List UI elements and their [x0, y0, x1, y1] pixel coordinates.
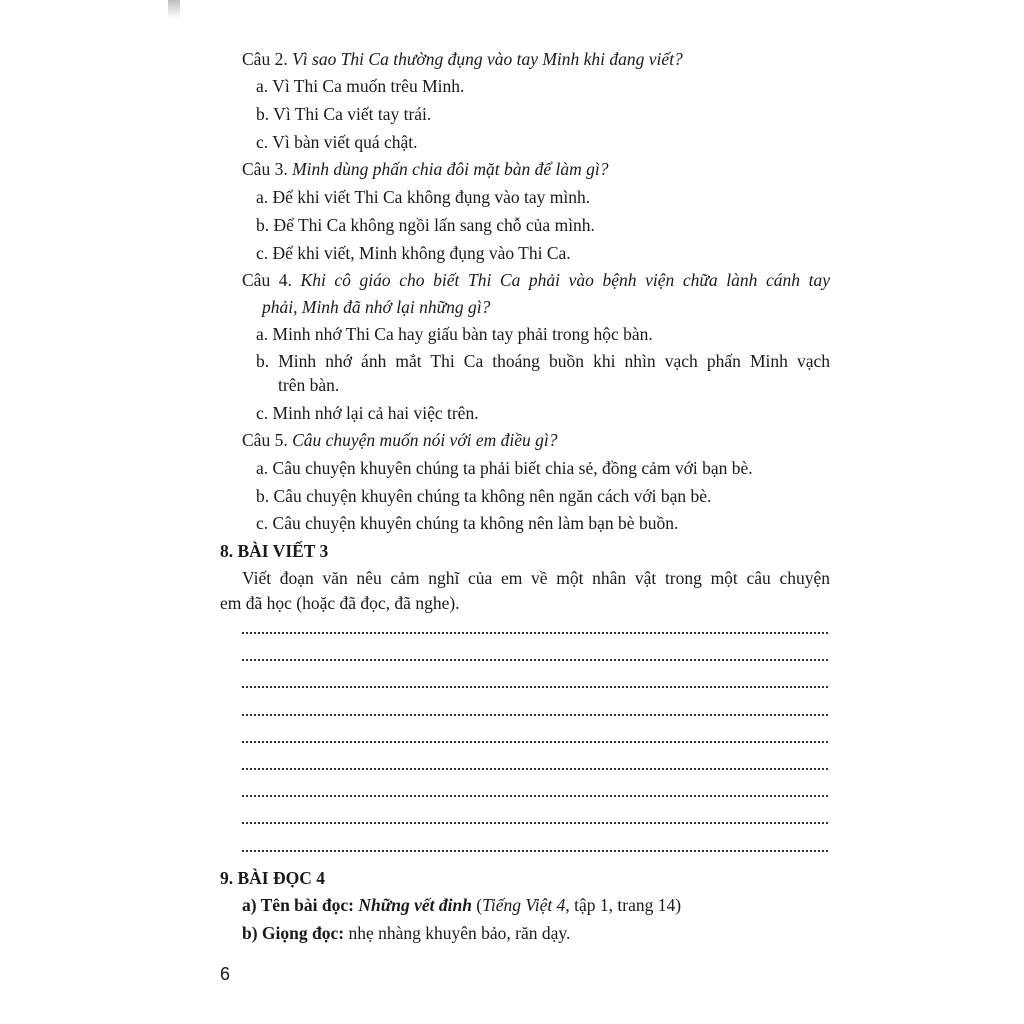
section-8-heading: 8. BÀI VIẾT 3 — [220, 541, 329, 561]
question-label: Câu 3. — [242, 159, 288, 179]
writing-line[interactable] — [242, 632, 828, 634]
reading-title: Những vết đinh — [358, 895, 472, 915]
option-c: c. Để khi viết, Minh không đụng vào Thi Ca. — [256, 243, 571, 263]
reading-title-label: a) Tên bài đọc: — [242, 895, 354, 915]
writing-prompt-continued: em đã học (hoặc đã đọc, đã nghe). — [220, 593, 460, 613]
question-2 — [242, 48, 683, 70]
question-text: Vì sao Thi Ca thường đụng vào tay Minh khi đang viết? — [292, 49, 683, 69]
question-label: Câu 5. — [242, 430, 288, 450]
writing-line[interactable] — [242, 741, 828, 743]
question-3 — [242, 158, 609, 180]
option-c: c. Minh nhớ lại cả hai việc trên. — [256, 403, 479, 423]
question-label: Câu 4. — [242, 270, 292, 290]
question-5 — [242, 429, 558, 451]
option-a: a. Để khi viết Thi Ca không đụng vào tay mình. — [256, 187, 591, 207]
writing-line[interactable] — [242, 795, 828, 797]
writing-line[interactable] — [242, 686, 828, 688]
option-b: b. Câu chuyện khuyên chúng ta không nên ngăn cách với bạn bè. — [256, 486, 712, 506]
reading-voice-row — [242, 922, 570, 944]
question-text-continued: phải, Minh đã nhớ lại những gì? — [262, 297, 491, 317]
reading-title-row — [242, 894, 681, 916]
reading-voice-label: b) Giọng đọc: — [242, 923, 345, 943]
option-a: a. Câu chuyện khuyên chúng ta phải biết chia sẻ, đồng cảm với bạn bè. — [256, 458, 753, 478]
question-4 — [242, 269, 830, 291]
question-text: Khi cô giáo cho biết Thi Ca phải vào bệnh viện chữa lành cánh tay — [300, 270, 830, 290]
question-4-continued — [262, 296, 490, 318]
reading-source: , tập 1, trang 14) — [565, 895, 682, 915]
writing-line[interactable] — [242, 768, 828, 770]
option-a: a. Minh nhớ Thi Ca hay giấu bàn tay phải trong hộc bàn. — [256, 324, 653, 344]
option-c: c. Câu chuyện khuyên chúng ta không nên làm bạn bè buồn. — [256, 513, 679, 533]
question-text: Minh dùng phấn chia đôi mặt bàn để làm gì? — [292, 159, 609, 179]
page-number: 6 — [220, 964, 231, 984]
writing-line[interactable] — [242, 822, 828, 824]
question-text: Câu chuyện muốn nói với em điều gì? — [292, 430, 558, 450]
option-b: b. Vì Thi Ca viết tay trái. — [256, 104, 432, 124]
reading-source-open: ( — [471, 895, 483, 915]
writing-line[interactable] — [242, 659, 828, 661]
option-c: c. Vì bàn viết quá chật. — [256, 132, 418, 152]
scan-artifact — [168, 0, 180, 18]
writing-line[interactable] — [242, 850, 828, 852]
option-b-continued: trên bàn. — [278, 375, 340, 395]
writing-prompt: Viết đoạn văn nêu cảm nghĩ của em về một nhân vật trong một câu chuyện — [242, 568, 830, 588]
option-b: b. Để Thi Ca không ngồi lấn sang chỗ của mình. — [256, 215, 595, 235]
writing-line[interactable] — [242, 714, 828, 716]
option-a: a. Vì Thi Ca muốn trêu Minh. — [256, 76, 465, 96]
reading-voice: nhẹ nhàng khuyên bảo, răn dạy. — [344, 923, 571, 943]
section-9-heading: 9. BÀI ĐỌC 4 — [220, 868, 326, 888]
reading-book: Tiếng Việt 4 — [482, 895, 566, 915]
option-b: b. Minh nhớ ánh mắt Thi Ca thoáng buồn khi nhìn vạch phấn Minh vạch — [256, 351, 830, 371]
question-label: Câu 2. — [242, 49, 288, 69]
